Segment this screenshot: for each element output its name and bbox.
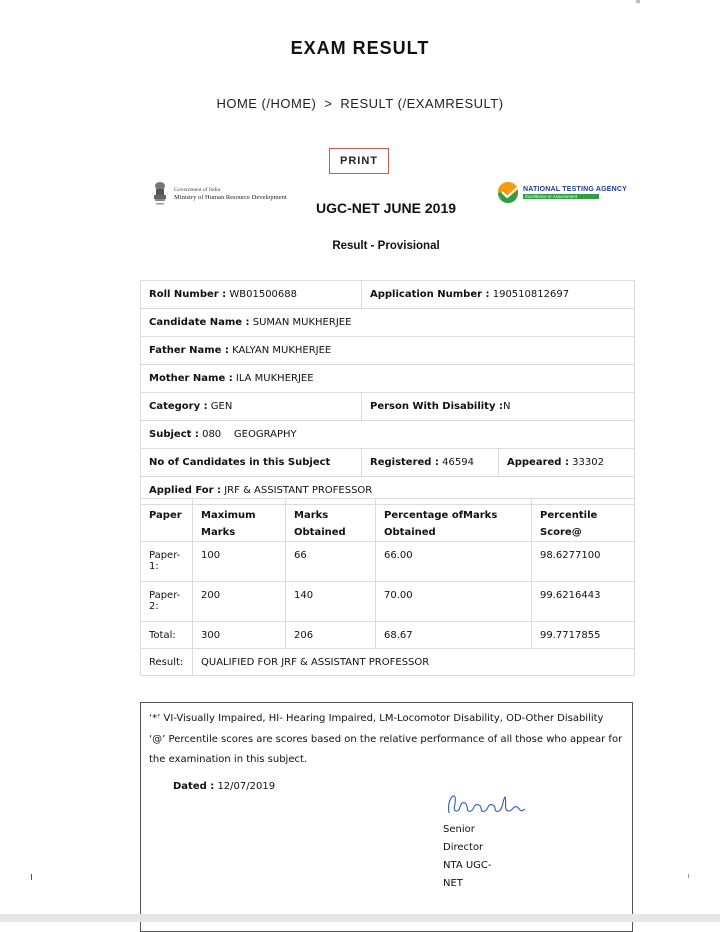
application-number: Application Number : 190510812697: [362, 281, 635, 309]
result-status: Result - Provisional: [332, 240, 440, 252]
notes-box: [140, 702, 633, 932]
table-header-row: [141, 499, 635, 542]
candidates-in-subject: No of Candidates in this Subject: [141, 449, 362, 477]
page-title: EXAM RESULT: [290, 38, 430, 58]
max-marks: 100: [193, 542, 286, 582]
appeared-count: Appeared : 33302: [499, 449, 635, 477]
breadcrumb: [0, 96, 720, 111]
nta-check-icon: [497, 181, 519, 203]
nta-logo-title: NATIONAL TESTING AGENCY: [523, 185, 628, 193]
breadcrumb-result-link[interactable]: RESULT (/EXAMRESULT): [340, 96, 504, 111]
category: Category : GEN: [141, 393, 362, 421]
table-row: [141, 309, 635, 337]
exam-name: UGC-NET JUNE 2019: [315, 200, 457, 216]
marks-table: [140, 498, 635, 676]
table-row: [141, 365, 635, 393]
result-value: QUALIFIED FOR JRF & ASSISTANT PROFESSOR: [193, 649, 635, 676]
percentile: 98.6277100: [532, 542, 635, 582]
max-marks: 300: [193, 622, 286, 649]
page-artifact: [31, 874, 32, 880]
table-row: [141, 421, 635, 449]
registered-count: Registered : 46594: [362, 449, 499, 477]
percentage: 66.00: [376, 542, 532, 582]
disability-note: ‘*’ VI-Visually Impaired, HI- Hearing Impaired, LM-Locomotor Disability, OD-Other Disability: [149, 713, 604, 724]
candidate-info-table: [140, 280, 635, 505]
table-row: [141, 449, 635, 477]
subject: Subject : 080 GEOGRAPHY: [141, 421, 635, 449]
horizontal-scrollbar[interactable]: [0, 914, 720, 922]
nta-logo: [497, 181, 627, 203]
header-max-marks: Maximum Marks: [193, 499, 286, 542]
percentile: 99.7717855: [532, 622, 635, 649]
roll-number: Roll Number : WB01500688: [141, 281, 362, 309]
marks-obtained: 140: [286, 582, 376, 622]
page-artifact: [636, 0, 640, 3]
signatory-line: NTA UGC-: [443, 860, 492, 871]
percentile: 99.6216443: [532, 582, 635, 622]
table-row: [141, 337, 635, 365]
signature-image: [443, 787, 533, 821]
marks-obtained: 206: [286, 622, 376, 649]
breadcrumb-home-link[interactable]: HOME (/HOME): [216, 96, 317, 111]
gov-india-logo: [150, 181, 287, 207]
print-button[interactable]: PRINT: [329, 148, 389, 174]
gov-logo-line2: Ministry of Human Resource Development: [174, 194, 287, 201]
header-percentage: Percentage ofMarks Obtained: [376, 499, 532, 542]
table-row-total: [141, 622, 635, 649]
percentage: 70.00: [376, 582, 532, 622]
applied-for: Applied For : JRF & ASSISTANT PROFESSOR: [141, 477, 635, 505]
result-label: Result:: [141, 649, 193, 676]
percentage: 68.67: [376, 622, 532, 649]
header-marks-obtained: Marks Obtained: [286, 499, 376, 542]
header-percentile: Percentile Score@: [532, 499, 635, 542]
table-row-result: [141, 649, 635, 676]
percentile-note: ‘@’ Percentile scores are scores based on the relative performance of all those who appear for the examination in this subject.: [149, 734, 623, 765]
dated: Dated : 12/07/2019: [173, 781, 276, 792]
national-emblem-icon: [150, 181, 170, 207]
mother-name: Mother Name : ILA MUKHERJEE: [141, 365, 635, 393]
signatory-line: Director: [443, 842, 484, 853]
table-row: [141, 393, 635, 421]
paper-name: Paper-2:: [141, 582, 193, 622]
table-row: [141, 582, 635, 622]
max-marks: 200: [193, 582, 286, 622]
candidate-name: Candidate Name : SUMAN MUKHERJEE: [141, 309, 635, 337]
table-row: [141, 542, 635, 582]
breadcrumb-separator: >: [324, 96, 333, 111]
signatory: [443, 821, 492, 893]
table-row: [141, 281, 635, 309]
person-with-disability: Person With Disability :N: [362, 393, 635, 421]
page-artifact: [688, 874, 689, 878]
nta-logo-tagline: Excellence in Assessment: [523, 194, 599, 199]
signatory-line: Senior: [443, 824, 475, 835]
gov-logo-line1: Government of India: [174, 187, 221, 193]
father-name: Father Name : KALYAN MUKHERJEE: [141, 337, 635, 365]
marks-obtained: 66: [286, 542, 376, 582]
header-paper: Paper: [141, 499, 193, 542]
signatory-line: NET: [443, 878, 463, 889]
paper-name: Paper-1:: [141, 542, 193, 582]
paper-name: Total:: [141, 622, 193, 649]
